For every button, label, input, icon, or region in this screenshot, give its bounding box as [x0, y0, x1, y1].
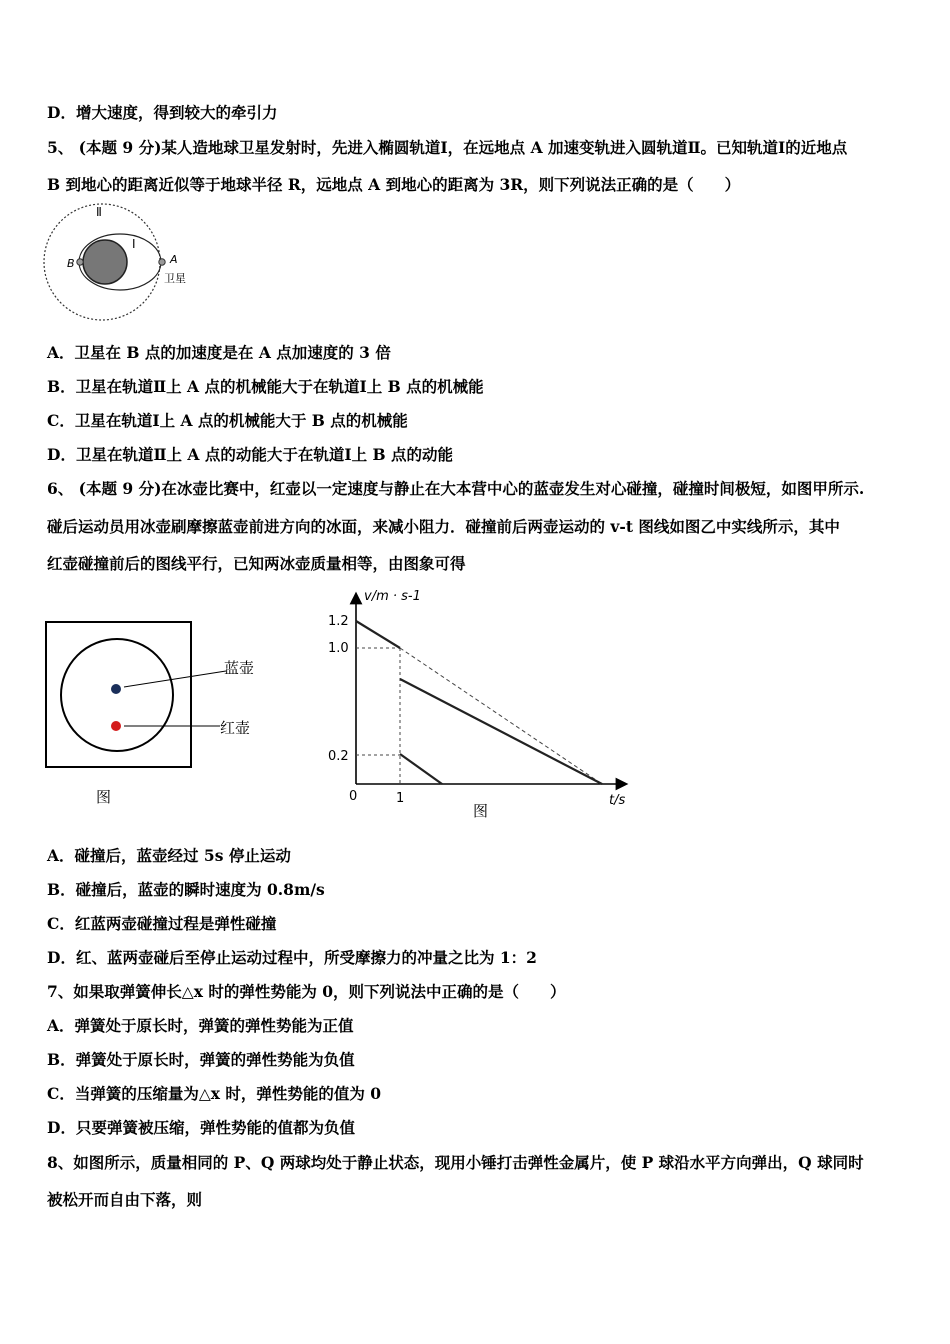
q5-option-d: D．卫星在轨道Ⅱ上 A 点的动能大于在轨道Ⅰ上 B 点的动能 [47, 445, 453, 464]
q6-figure-b [320, 580, 640, 825]
label-b: B [67, 257, 75, 270]
house-circle [61, 639, 173, 751]
q5-orbit-figure [40, 200, 200, 326]
q8-stem-line-2: 被松开而自由下落，则 [47, 1190, 203, 1209]
q5-option-b: B．卫星在轨道Ⅱ上 A 点的机械能大于在轨道Ⅰ上 B 点的机械能 [47, 377, 484, 396]
q7-option-c: C．当弹簧的压缩量为△x 时，弹性势能的值为 0 [47, 1084, 382, 1103]
y-axis-label: v/m · s-1 [364, 589, 421, 604]
label-satellite: 卫星 [164, 272, 186, 285]
q8-stem-line-1: 8、如图所示，质量相同的 P、Q 两球均处于静止状态，现用小锤打击弹性金属片，使 P 球沿水平方向弹出，Q 球同时 [47, 1153, 864, 1172]
blue-leader-line [124, 671, 226, 687]
x-tick-0: 0 [349, 789, 358, 804]
q6-stem-line-3: 红壶碰撞前后的图线平行，已知两冰壶质量相等，由图象可得 [47, 554, 466, 573]
label-a: A [170, 253, 178, 266]
house-square [46, 622, 191, 767]
q7-stem: 7、如果取弹簧伸长△x 时的弹性势能为 0，则下列说法中正确的是（ ） [47, 982, 566, 1001]
caption-figure-b: 图 [473, 802, 489, 820]
q5-option-c: C．卫星在轨道Ⅰ上 A 点的机械能大于 B 点的机械能 [47, 411, 408, 430]
q6-option-b: B．碰撞后，蓝壶的瞬时速度为 0.8m/s [47, 880, 325, 899]
label-orbit-1: Ⅰ [132, 237, 136, 251]
q4-option-d: D．增大速度，得到较大的牵引力 [47, 103, 278, 122]
x-axis-label: t/s [609, 793, 626, 808]
q5-stem-line-1: 5、 (本题 9 分)某人造地球卫星发射时，先进入椭圆轨道Ⅰ，在远地点 A 加速变轨进入圆轨道Ⅱ。已知轨道Ⅰ的近地点 [47, 138, 848, 157]
q6-option-a: A．碰撞后，蓝壶经过 5s 停止运动 [47, 846, 291, 865]
q6-stem-line-2: 碰后运动员用冰壶刷摩擦蓝壶前进方向的冰面，来减小阻力．碰撞前后两壶运动的 v-t 图线如图乙中实线所示，其中 [47, 517, 840, 536]
red-after-line [400, 754, 442, 784]
y-tick-0.2: 0.2 [328, 749, 349, 764]
blue-stone [111, 684, 121, 694]
q6-stem-line-1: 6、 (本题 9 分)在冰壶比赛中，红壶以一定速度与静止在大本营中心的蓝壶发生对心碰撞，碰撞时间极短，如图甲所示. [47, 479, 865, 498]
caption-figure-a: 图 [96, 788, 112, 806]
q6-option-c: C．红蓝两壶碰撞过程是弹性碰撞 [47, 914, 277, 933]
red-extrapolation-dashed [400, 648, 602, 784]
q5-option-a: A．卫星在 B 点的加速度是在 A 点加速度的 3 倍 [47, 343, 391, 362]
y-tick-1.2: 1.2 [328, 614, 349, 629]
point-b-dot [77, 259, 83, 265]
q6-option-d: D．红、蓝两壶碰后至停止运动过程中，所受摩擦力的冲量之比为 1：2 [47, 948, 537, 967]
label-red-stone: 红壶 [220, 719, 251, 737]
y-tick-1.0: 1.0 [328, 641, 349, 656]
q7-option-b: B．弹簧处于原长时，弹簧的弹性势能为负值 [47, 1050, 355, 1069]
q6-figure-a [40, 615, 280, 815]
blue-after-line [400, 679, 602, 784]
label-orbit-2: Ⅱ [96, 205, 102, 219]
x-tick-1: 1 [396, 791, 405, 806]
earth-circle [83, 240, 127, 284]
q7-option-a: A．弹簧处于原长时，弹簧的弹性势能为正值 [47, 1016, 354, 1035]
q7-option-d: D．只要弹簧被压缩，弹性势能的值都为负值 [47, 1118, 355, 1137]
q5-stem-line-2: B 到地心的距离近似等于地球半径 R，远地点 A 到地心的距离为 3R，则下列说法正确的是（ ） [47, 175, 741, 194]
point-a-dot [159, 259, 165, 265]
red-stone [111, 721, 121, 731]
red-before-line [356, 621, 400, 648]
label-blue-stone: 蓝壶 [224, 659, 255, 677]
